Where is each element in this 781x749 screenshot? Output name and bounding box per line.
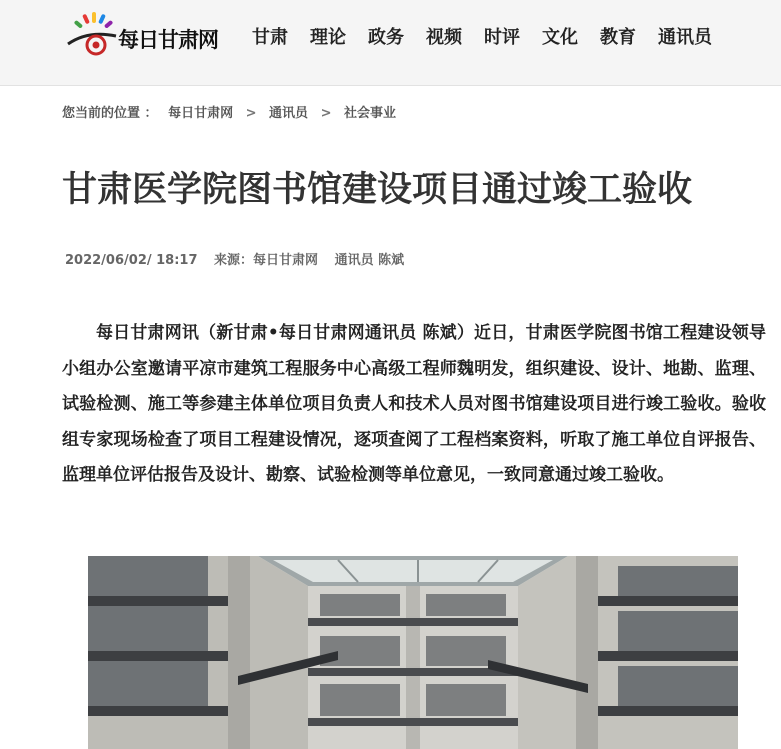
nav-item-government[interactable]: 政务 — [368, 27, 404, 48]
logo-emblem-icon — [66, 12, 126, 58]
atrium-image — [88, 556, 738, 749]
article-body — [62, 316, 766, 494]
breadcrumb-item-correspondent[interactable]: 通讯员 — [269, 106, 309, 121]
logo-text: 每日甘肃网 — [118, 28, 218, 52]
breadcrumb-item-social[interactable]: 社会事业 — [344, 106, 397, 121]
breadcrumb-prefix: 您当前的位置 ： — [62, 106, 158, 121]
site-header — [0, 0, 781, 86]
site-logo[interactable] — [66, 12, 238, 58]
nav-item-culture[interactable]: 文化 — [542, 27, 578, 48]
article-paragraph: 每日甘肃网讯（新甘肃•每日甘肃网通讯员 陈斌）近日，甘肃医学院图书馆工程建设领导小组办公室邀请平凉市建筑工程服务中心高级工程师魏明发，组织建设、设计、地勘、监理、试验检测、施工等参建主体单位项目负责人和技术人员对图书馆建设项目进行竣工验收。验收组专家现场检查了项目工程建设情况，逐项查阅了工程档案资料，听取了施工单位自评报告、监理单位评估报告及设计、勘察、试验检测等单位意见，一致同意通过竣工验收。 — [62, 323, 766, 485]
breadcrumb-separator: > — [320, 106, 332, 121]
breadcrumb-separator: > — [245, 106, 257, 121]
library-atrium-photo — [88, 556, 738, 749]
main-nav — [252, 24, 712, 52]
nav-item-gansu[interactable]: 甘肃 — [252, 27, 288, 48]
nav-item-theory[interactable]: 理论 — [310, 27, 346, 48]
nav-item-video[interactable]: 视频 — [426, 27, 462, 48]
article-author: 通讯员 陈斌 — [334, 253, 405, 268]
breadcrumb-item-home[interactable]: 每日甘肃网 — [168, 106, 234, 121]
nav-item-commentary[interactable]: 时评 — [484, 27, 520, 48]
article-title: 甘肃医学院图书馆建设项目通过竣工验收 — [62, 170, 693, 210]
article-date: 2022/06/02/ 18:17 — [65, 253, 198, 268]
nav-item-correspondent[interactable]: 通讯员 — [658, 27, 712, 48]
article-source: 来源：每日甘肃网 — [214, 253, 319, 268]
breadcrumb — [62, 102, 396, 121]
article-meta — [65, 249, 416, 268]
nav-item-education[interactable]: 教育 — [600, 27, 636, 48]
